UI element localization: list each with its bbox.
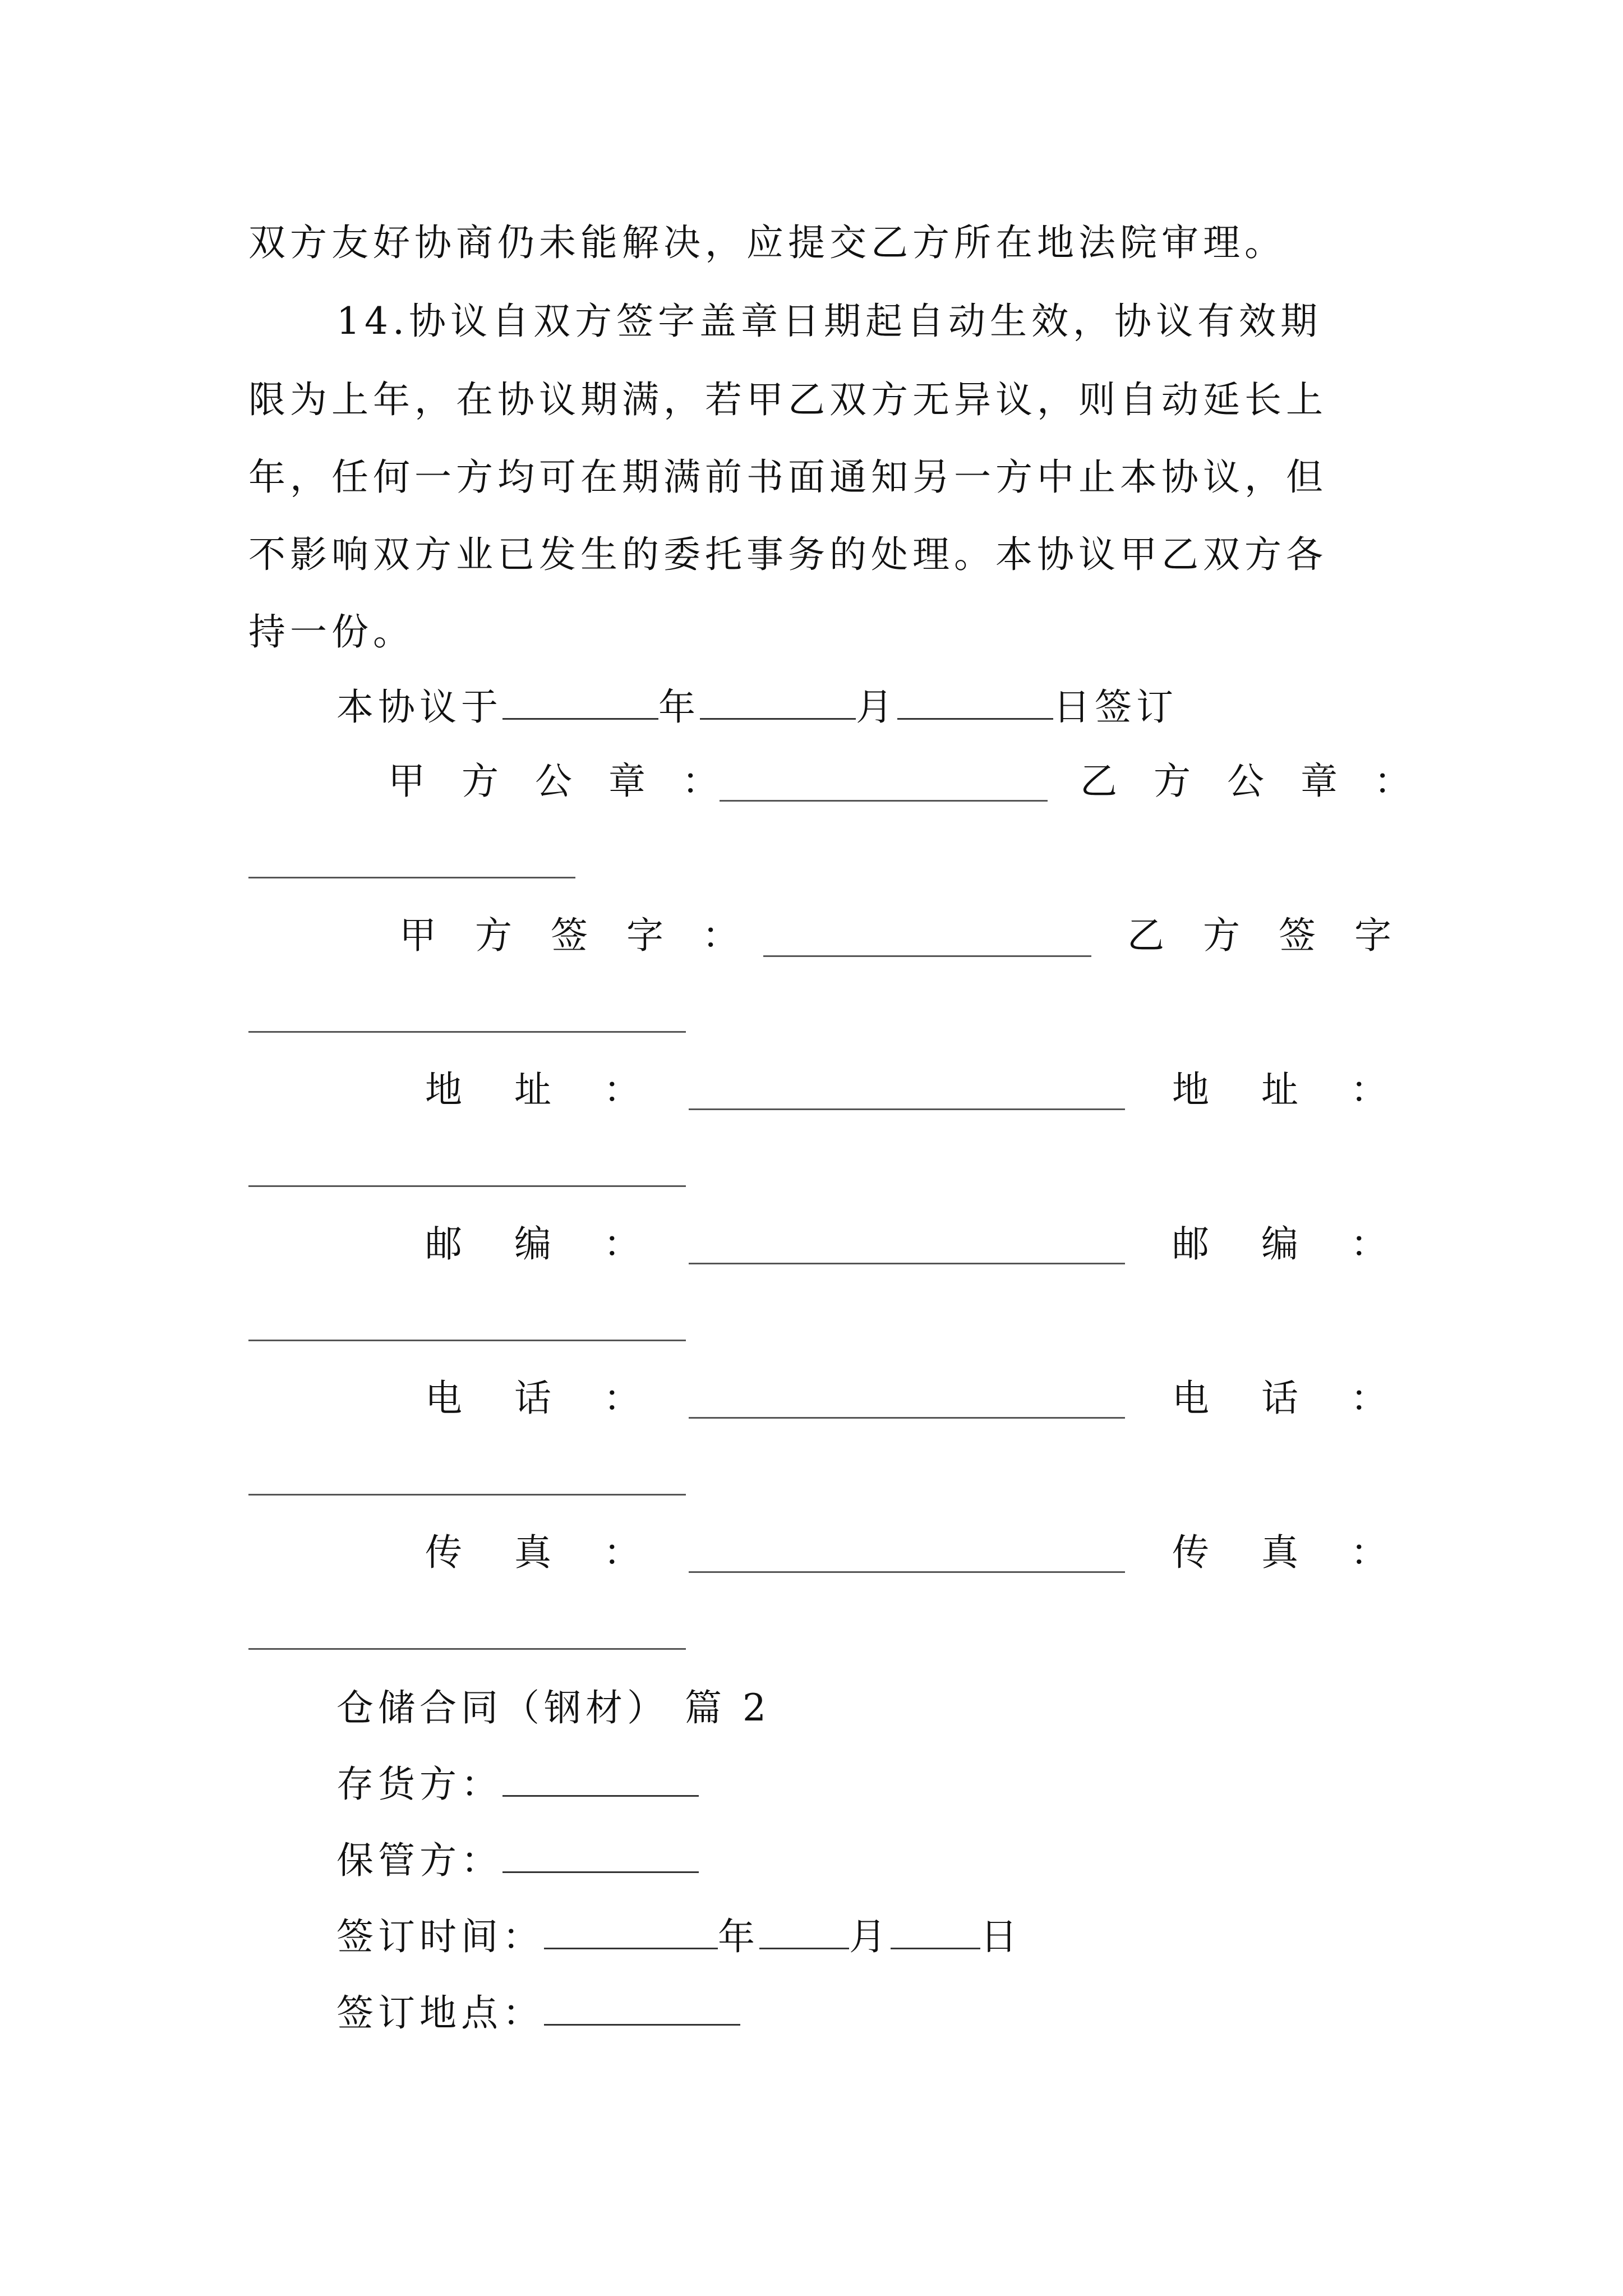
phone-a-label: 电 话 ： [425, 1377, 661, 1420]
year-blank[interactable] [502, 689, 658, 720]
address-a-line[interactable] [689, 1108, 1125, 1110]
paragraph-14-line-5: 持一份。 [248, 610, 414, 654]
phone-a-line[interactable] [689, 1417, 1125, 1419]
postcode-b-label: 邮 编 ： [1172, 1222, 1408, 1266]
day-sign-label: 日签订 [1053, 685, 1178, 729]
sign-date-prefix: 本协议于 [336, 685, 502, 729]
sign-time-month-blank[interactable] [759, 1918, 849, 1949]
month-label: 月 [856, 685, 897, 729]
sign-time-year-blank[interactable] [544, 1918, 718, 1949]
month-blank[interactable] [700, 689, 856, 720]
party-a-sign-label: 甲 方 签 字 ： [399, 914, 753, 957]
custodian-line [336, 1839, 699, 1882]
custodian-blank[interactable] [502, 1842, 699, 1873]
depositor-line [336, 1763, 699, 1806]
fax-b-line[interactable] [248, 1648, 686, 1650]
phone-b-line[interactable] [248, 1494, 686, 1496]
depositor-blank[interactable] [502, 1766, 699, 1797]
sign-time-day-label: 日 [980, 1915, 1022, 1958]
address-a-label: 地 址 ： [425, 1068, 661, 1111]
sign-date-line [336, 685, 1178, 729]
paragraph-14-line-1: 14.协议自双方签字盖章日期起自动生效，协议有效期 [336, 300, 1322, 343]
fax-b-label: 传 真 ： [1172, 1531, 1408, 1574]
paragraph-14-line-3: 年，任何一方均可在期满前书面通知另一方中止本协议，但 [248, 455, 1327, 499]
party-b-sign-line[interactable] [248, 1031, 686, 1033]
postcode-b-line[interactable] [248, 1340, 686, 1341]
party-b-seal-label: 乙 方 公 章 ： [1080, 760, 1423, 803]
party-b-seal-line[interactable] [248, 877, 575, 878]
postcode-a-line[interactable] [689, 1263, 1125, 1264]
postcode-a-label: 邮 编 ： [425, 1222, 661, 1266]
party-a-seal-line[interactable] [720, 800, 1048, 802]
sign-time-day-blank[interactable] [891, 1918, 980, 1949]
sign-time-month-label: 月 [849, 1915, 891, 1958]
fax-a-label: 传 真 ： [425, 1531, 661, 1574]
sign-time-label: 签订时间： [336, 1915, 544, 1958]
custodian-label: 保管方： [336, 1839, 502, 1882]
paragraph-14-line-2: 限为上年，在协议期满，若甲乙双方无异议，则自动延长上 [248, 378, 1327, 421]
sign-place-blank[interactable] [544, 1995, 740, 2026]
depositor-label: 存货方： [336, 1763, 502, 1806]
address-b-line[interactable] [248, 1185, 686, 1187]
paragraph-14-line-4: 不影响双方业已发生的委托事务的处理。本协议甲乙双方各 [248, 533, 1327, 576]
sign-time-line [336, 1915, 1022, 1958]
address-b-label: 地 址 ： [1172, 1068, 1408, 1111]
party-a-seal-label: 甲 方 公 章 ： [388, 760, 731, 803]
sign-time-year-label: 年 [718, 1915, 759, 1958]
year-label: 年 [658, 685, 700, 729]
paragraph-13-tail: 双方友好协商仍未能解决，应提交乙方所在地法院审理。 [248, 221, 1286, 264]
fax-a-line[interactable] [689, 1571, 1125, 1573]
party-a-sign-line[interactable] [763, 955, 1091, 957]
contract-2-title: 仓储合同（钢材） 篇 2 [336, 1686, 771, 1729]
phone-b-label: 电 话 ： [1172, 1377, 1408, 1420]
sign-place-label: 签订地点： [336, 1991, 544, 2035]
party-b-sign-label: 乙 方 签 字 [1127, 914, 1405, 957]
day-blank[interactable] [897, 689, 1053, 720]
sign-place-line [336, 1991, 740, 2035]
